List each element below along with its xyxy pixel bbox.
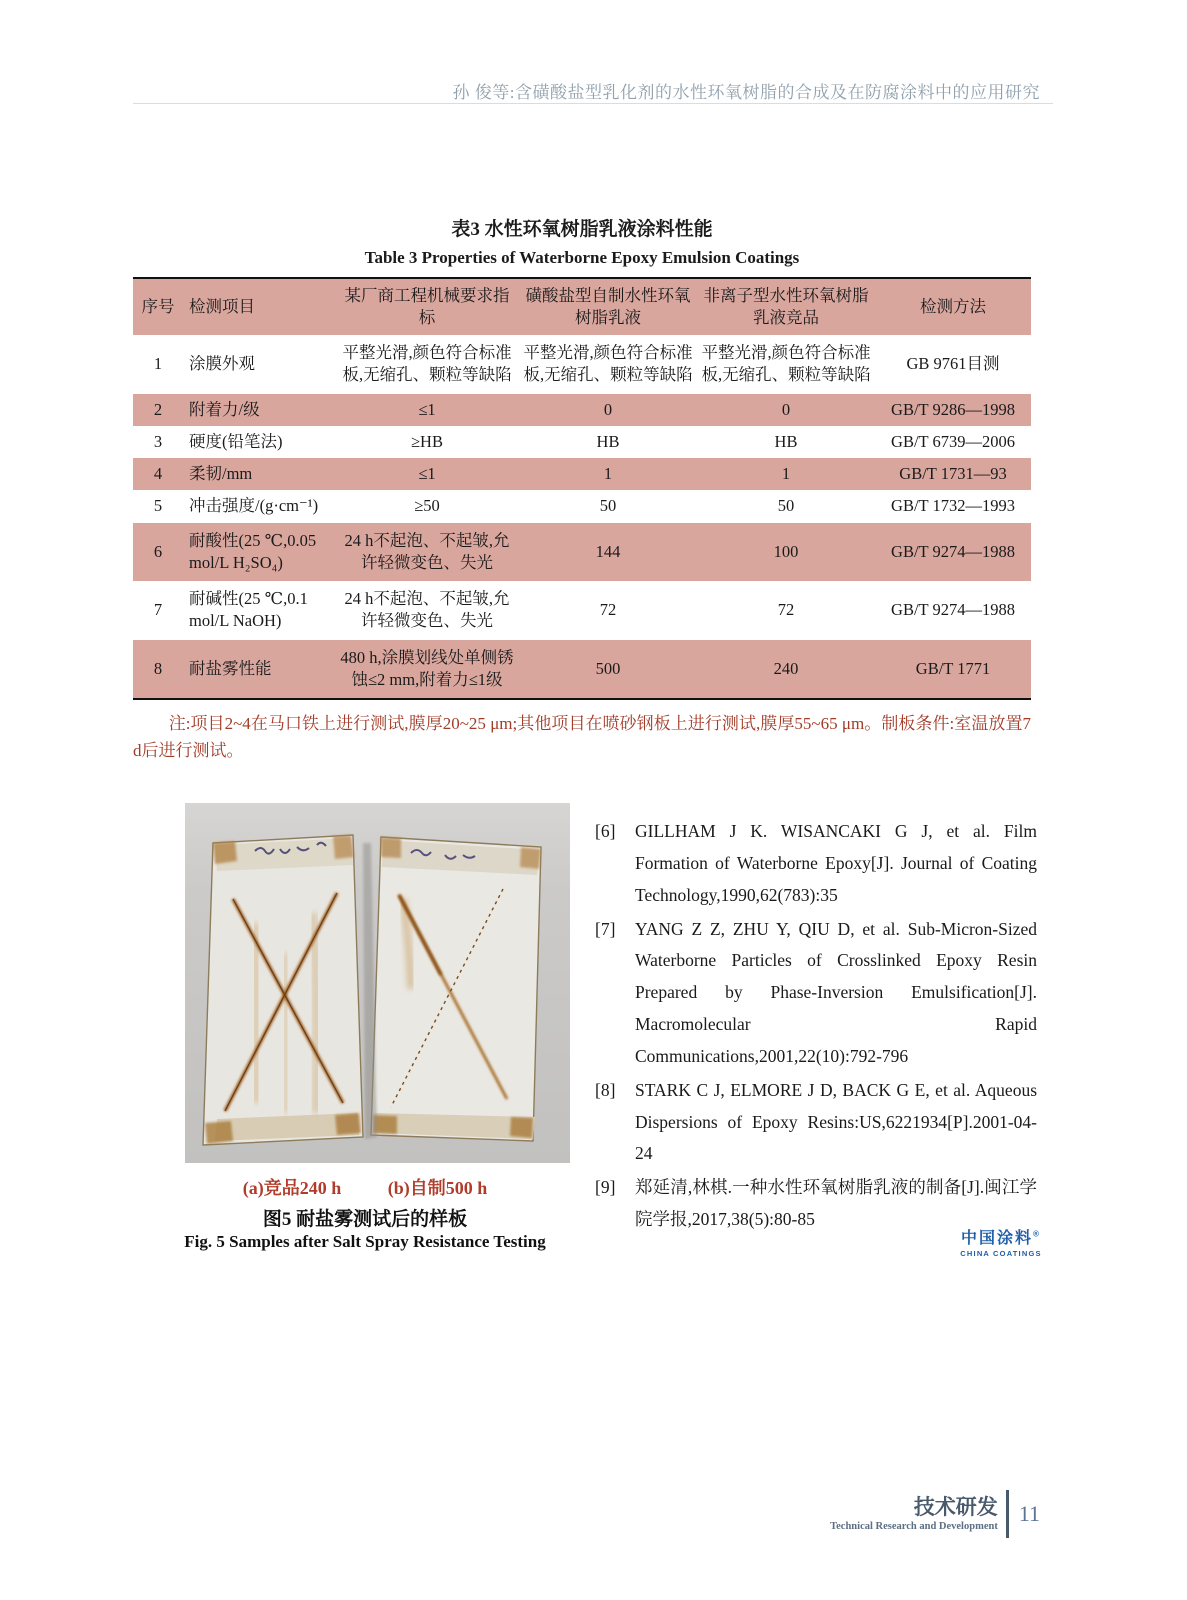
footer-section-label (830, 1496, 998, 1532)
cell-method: GB/T 1731—93 (899, 464, 1007, 484)
cell-method: GB/T 9286—1998 (891, 399, 1015, 419)
cell-item: 耐碱性(25 ℃,0.1 mol/L NaOH) (189, 589, 308, 631)
reference-item (595, 914, 1037, 1073)
figure-title-zh: 图5 耐盐雾测试后的样板 (262, 1209, 468, 1230)
registered-mark: ® (1033, 1229, 1041, 1239)
cell-no: 5 (153, 496, 163, 516)
table3-block (133, 214, 1031, 765)
cell-comp: HB (774, 431, 798, 451)
caption-b: (b)自制500 h (387, 1178, 488, 1198)
footer-label-en: Technical Research and Development (830, 1521, 998, 1533)
cell-self: 72 (599, 600, 617, 620)
col-header-req: 某厂商工程机械要求指标 (344, 285, 510, 327)
page-footer (700, 1490, 1040, 1538)
logo-text-en: CHINA COATINGS (960, 1249, 1042, 1258)
cell-item: 涂膜外观 (189, 354, 255, 374)
cell-method: GB/T 9274—1988 (891, 600, 1015, 620)
cell-req: 480 h,涂膜划线处单侧锈蚀≤2 mm,附着力≤1级 (340, 647, 514, 689)
cell-req: 24 h不起泡、不起皱,允许轻微变色、失光 (344, 589, 510, 631)
table-row (133, 581, 1031, 640)
cell-req: ≥HB (411, 431, 443, 451)
cell-item: 硬度(铅笔法) (189, 431, 283, 451)
cell-comp: 100 (773, 541, 799, 561)
cell-self: 144 (595, 541, 621, 561)
salt-spray-photo-graphic (185, 803, 570, 1163)
cell-no: 4 (153, 464, 163, 484)
table-row (133, 490, 1031, 522)
footer-label-zh: 技术研发 (913, 1495, 998, 1519)
logo-text-zh: 中国涂料® (961, 1229, 1041, 1247)
cell-comp: 0 (781, 399, 791, 419)
table-row (133, 394, 1031, 426)
cell-method: GB/T 1771 (915, 658, 991, 678)
cell-method: GB 9761目测 (906, 354, 1000, 374)
cell-req: 24 h不起泡、不起皱,允许轻微变色、失光 (344, 530, 510, 572)
page-number: 11 (1018, 1501, 1040, 1526)
col-header-self: 磺酸盐型自制水性环氧树脂乳液 (525, 285, 691, 327)
cell-method: GB/T 6739—2006 (891, 431, 1015, 451)
table-row (133, 458, 1031, 490)
properties-table (133, 277, 1031, 700)
table-header-row (133, 278, 1031, 335)
reference-number: [8] (595, 1079, 616, 1100)
cell-item: 柔韧/mm (189, 464, 253, 484)
cell-self: 平整光滑,颜色符合标准板,无缩孔、颗粒等缺陷 (523, 343, 693, 385)
reference-item (595, 1075, 1037, 1171)
cell-no: 1 (153, 354, 163, 374)
cell-req: ≤1 (418, 464, 436, 484)
table-title-zh: 表3 水性环氧树脂乳液涂料性能 (451, 219, 713, 240)
cell-no: 6 (153, 541, 163, 561)
table-row (133, 523, 1031, 582)
reference-item (595, 816, 1037, 912)
footer-divider (1006, 1490, 1009, 1538)
cell-self: HB (596, 431, 620, 451)
cell-req: 平整光滑,颜色符合标准板,无缩孔、颗粒等缺陷 (342, 343, 512, 385)
reference-text: YANG Z Z, ZHU Y, QIU D, et al. Sub-Micron-Sized Waterborne Particles of Crosslinked Epoxy Resin Prepared by Phase-Inversion Emulsification[J]. Macromolecular Rapid Communications,2001,22(10):792-796 (635, 918, 1037, 1066)
cell-method: GB/T 9274—1988 (891, 541, 1015, 561)
cell-self: 500 (595, 658, 621, 678)
cell-req: ≤1 (418, 399, 436, 419)
cell-comp: 72 (777, 600, 795, 620)
col-header-item: 检测项目 (189, 296, 255, 316)
cell-no: 3 (153, 431, 163, 451)
col-header-no: 序号 (141, 296, 175, 316)
references-list (595, 816, 1037, 1238)
table-row (133, 335, 1031, 394)
cell-item: 耐盐雾性能 (189, 658, 272, 678)
cell-self: 1 (603, 464, 613, 484)
reference-number: [6] (595, 821, 616, 841)
cell-method: GB/T 1732—1993 (891, 496, 1015, 516)
cell-item: 冲击强度/(g·cm⁻¹) (189, 496, 319, 516)
figure-subcaptions (140, 1174, 590, 1200)
cell-self: 0 (603, 399, 613, 419)
table-row (133, 640, 1031, 700)
cell-comp: 240 (773, 658, 799, 678)
china-coatings-logo (956, 1225, 1046, 1258)
cell-comp: 1 (781, 464, 791, 484)
table-title-en: Table 3 Properties of Waterborne Epoxy Emulsion Coatings (364, 248, 800, 267)
reference-text: GILLHAM J K. WISANCAKI G J, et al. Film Formation of Waterborne Epoxy[J]. Journal of Coating Technology,1990,62(783):35 (635, 821, 1037, 905)
col-header-method: 检测方法 (920, 296, 986, 316)
table-note: 注:项目2~4在马口铁上进行测试,膜厚20~25 μm;其他项目在喷砂钢板上进行测试,膜厚55~65 μm。制板条件:室温放置7 d后进行测试。 (133, 714, 1031, 761)
figure-title-en: Fig. 5 Samples after Salt Spray Resistance Testing (184, 1232, 546, 1251)
reference-number: [7] (595, 918, 616, 939)
caption-a: (a)竞品240 h (242, 1178, 342, 1198)
col-header-comp: 非离子型水性环氧树脂乳液竞品 (703, 285, 869, 327)
reference-number: [9] (595, 1177, 616, 1198)
cell-comp: 平整光滑,颜色符合标准板,无缩孔、颗粒等缺陷 (701, 343, 871, 385)
cell-no: 7 (153, 600, 163, 620)
table-row (133, 426, 1031, 458)
sample-photo (185, 803, 570, 1163)
cell-comp: 50 (777, 496, 795, 516)
cell-self: 50 (599, 496, 617, 516)
reference-text: STARK C J, ELMORE J D, BACK G E, et al. Aqueous Dispersions of Epoxy Resins:US,6221934[P].2001-04-24 (635, 1079, 1037, 1164)
running-head: 孙 俊等:含磺酸盐型乳化剂的水性环氧树脂的合成及在防腐涂料中的应用研究 (452, 83, 1040, 102)
header-rule (133, 103, 1053, 104)
cell-no: 2 (153, 399, 163, 419)
cell-no: 8 (153, 658, 163, 678)
cell-item: 附着力/级 (189, 399, 260, 419)
cell-req: ≥50 (414, 496, 440, 516)
cell-item: 耐酸性(25 ℃,0.05 mol/L H₂SO₄) (189, 530, 317, 572)
reference-text: 郑延清,林棋.一种水性环氧树脂乳液的制备[J].闽江学院学报,2017,38(5):80-85 (635, 1177, 1037, 1230)
